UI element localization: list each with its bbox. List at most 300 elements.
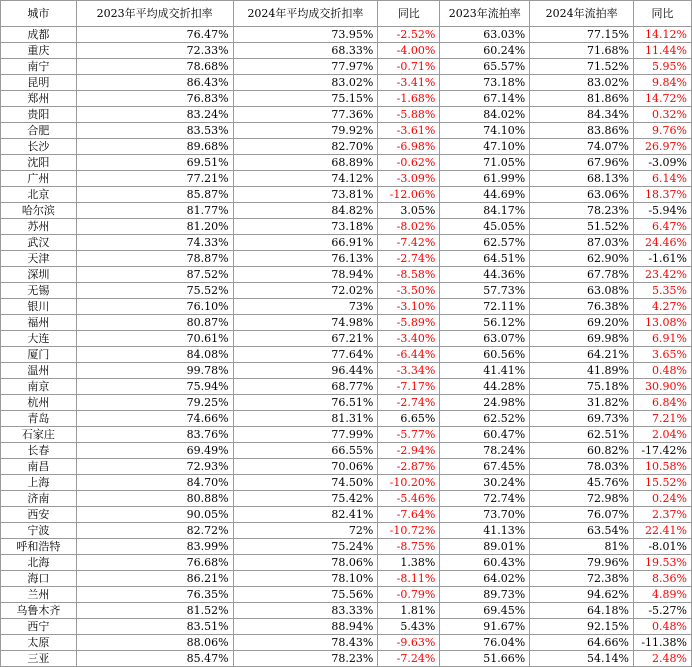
discount-yoy-cell[interactable]: -2.94% <box>378 443 440 459</box>
failure-2023-cell[interactable]: 51.66% <box>440 651 530 667</box>
discount-yoy-cell[interactable]: -10.72% <box>378 523 440 539</box>
failure-2023-cell[interactable]: 73.70% <box>440 507 530 523</box>
failure-2024-cell[interactable]: 64.18% <box>530 603 634 619</box>
discount-2023-cell[interactable]: 86.21% <box>76 571 233 587</box>
failure-yoy-cell[interactable]: 30.90% <box>633 379 691 395</box>
failure-yoy-cell[interactable]: 2.37% <box>633 507 691 523</box>
failure-2023-cell[interactable]: 60.24% <box>440 43 530 59</box>
discount-2024-cell[interactable]: 78.94% <box>233 267 378 283</box>
failure-2024-cell[interactable]: 62.51% <box>530 427 634 443</box>
discount-2023-cell[interactable]: 81.52% <box>76 603 233 619</box>
discount-2023-cell[interactable]: 69.49% <box>76 443 233 459</box>
failure-2023-cell[interactable]: 24.98% <box>440 395 530 411</box>
failure-2024-cell[interactable]: 69.73% <box>530 411 634 427</box>
header-discount-yoy[interactable]: 同比 <box>378 1 440 27</box>
failure-2023-cell[interactable]: 41.13% <box>440 523 530 539</box>
failure-yoy-cell[interactable]: -1.61% <box>633 251 691 267</box>
failure-yoy-cell[interactable]: -5.27% <box>633 603 691 619</box>
city-cell[interactable]: 哈尔滨 <box>1 203 77 219</box>
failure-2023-cell[interactable]: 44.28% <box>440 379 530 395</box>
discount-2024-cell[interactable]: 82.70% <box>233 139 378 155</box>
city-cell[interactable]: 武汉 <box>1 235 77 251</box>
discount-2024-cell[interactable]: 78.43% <box>233 635 378 651</box>
discount-2024-cell[interactable]: 67.21% <box>233 331 378 347</box>
failure-2024-cell[interactable]: 79.96% <box>530 555 634 571</box>
failure-yoy-cell[interactable]: 9.84% <box>633 75 691 91</box>
failure-yoy-cell[interactable]: -3.09% <box>633 155 691 171</box>
discount-2024-cell[interactable]: 77.64% <box>233 347 378 363</box>
discount-2023-cell[interactable]: 82.72% <box>76 523 233 539</box>
failure-yoy-cell[interactable]: 14.12% <box>633 27 691 43</box>
discount-2024-cell[interactable]: 76.13% <box>233 251 378 267</box>
failure-2024-cell[interactable]: 69.98% <box>530 331 634 347</box>
discount-yoy-cell[interactable]: -7.42% <box>378 235 440 251</box>
failure-yoy-cell[interactable]: 3.65% <box>633 347 691 363</box>
city-cell[interactable]: 广州 <box>1 171 77 187</box>
failure-yoy-cell[interactable]: 5.35% <box>633 283 691 299</box>
discount-2024-cell[interactable]: 66.91% <box>233 235 378 251</box>
discount-yoy-cell[interactable]: -3.34% <box>378 363 440 379</box>
city-cell[interactable]: 福州 <box>1 315 77 331</box>
failure-2023-cell[interactable]: 78.24% <box>440 443 530 459</box>
city-cell[interactable]: 青岛 <box>1 411 77 427</box>
failure-yoy-cell[interactable]: 0.48% <box>633 619 691 635</box>
failure-yoy-cell[interactable]: 4.89% <box>633 587 691 603</box>
discount-yoy-cell[interactable]: -6.44% <box>378 347 440 363</box>
failure-2024-cell[interactable]: 94.62% <box>530 587 634 603</box>
failure-2024-cell[interactable]: 64.21% <box>530 347 634 363</box>
city-cell[interactable]: 西安 <box>1 507 77 523</box>
discount-2023-cell[interactable]: 99.78% <box>76 363 233 379</box>
failure-yoy-cell[interactable]: -8.01% <box>633 539 691 555</box>
failure-2024-cell[interactable]: 63.08% <box>530 283 634 299</box>
failure-yoy-cell[interactable]: 2.04% <box>633 427 691 443</box>
city-cell[interactable]: 大连 <box>1 331 77 347</box>
city-cell[interactable]: 海口 <box>1 571 77 587</box>
failure-yoy-cell[interactable]: 19.53% <box>633 555 691 571</box>
failure-2024-cell[interactable]: 78.23% <box>530 203 634 219</box>
city-cell[interactable]: 郑州 <box>1 91 77 107</box>
city-cell[interactable]: 贵阳 <box>1 107 77 123</box>
discount-2024-cell[interactable]: 75.42% <box>233 491 378 507</box>
table-row <box>1 379 692 395</box>
failure-yoy-cell[interactable]: 24.46% <box>633 235 691 251</box>
failure-2023-cell[interactable]: 61.99% <box>440 171 530 187</box>
table-row <box>1 491 692 507</box>
failure-2023-cell[interactable]: 60.47% <box>440 427 530 443</box>
header-failure-yoy[interactable]: 同比 <box>633 1 691 27</box>
city-cell[interactable]: 重庆 <box>1 43 77 59</box>
failure-2023-cell[interactable]: 84.17% <box>440 203 530 219</box>
failure-2024-cell[interactable]: 54.14% <box>530 651 634 667</box>
failure-2024-cell[interactable]: 67.78% <box>530 267 634 283</box>
discount-yoy-cell[interactable]: -8.58% <box>378 267 440 283</box>
failure-yoy-cell[interactable]: 0.32% <box>633 107 691 123</box>
failure-yoy-cell[interactable]: 0.48% <box>633 363 691 379</box>
discount-2024-cell[interactable]: 79.92% <box>233 123 378 139</box>
city-cell[interactable]: 天津 <box>1 251 77 267</box>
failure-yoy-cell[interactable]: 26.97% <box>633 139 691 155</box>
city-cell[interactable]: 厦门 <box>1 347 77 363</box>
discount-2024-cell[interactable]: 84.82% <box>233 203 378 219</box>
failure-yoy-cell[interactable]: 6.91% <box>633 331 691 347</box>
city-cell[interactable]: 沈阳 <box>1 155 77 171</box>
city-cell[interactable]: 南宁 <box>1 59 77 75</box>
header-discount-2024[interactable]: 2024年平均成交折扣率 <box>233 1 378 27</box>
discount-2023-cell[interactable]: 76.47% <box>76 27 233 43</box>
failure-2023-cell[interactable]: 60.56% <box>440 347 530 363</box>
discount-2024-cell[interactable]: 75.15% <box>233 91 378 107</box>
failure-2023-cell[interactable]: 30.24% <box>440 475 530 491</box>
failure-2024-cell[interactable]: 41.89% <box>530 363 634 379</box>
discount-2023-cell[interactable]: 76.83% <box>76 91 233 107</box>
discount-yoy-cell[interactable]: -7.17% <box>378 379 440 395</box>
discount-2023-cell[interactable]: 87.52% <box>76 267 233 283</box>
discount-2024-cell[interactable]: 77.99% <box>233 427 378 443</box>
failure-2023-cell[interactable]: 84.02% <box>440 107 530 123</box>
failure-yoy-cell[interactable]: 2.48% <box>633 651 691 667</box>
city-cell[interactable]: 济南 <box>1 491 77 507</box>
discount-2024-cell[interactable]: 72.02% <box>233 283 378 299</box>
failure-2023-cell[interactable]: 60.43% <box>440 555 530 571</box>
failure-2024-cell[interactable]: 83.86% <box>530 123 634 139</box>
city-cell[interactable]: 上海 <box>1 475 77 491</box>
discount-2024-cell[interactable]: 72% <box>233 523 378 539</box>
failure-yoy-cell[interactable]: 15.52% <box>633 475 691 491</box>
failure-2024-cell[interactable]: 76.38% <box>530 299 634 315</box>
discount-2023-cell[interactable]: 83.53% <box>76 123 233 139</box>
failure-yoy-cell[interactable]: 9.76% <box>633 123 691 139</box>
failure-2024-cell[interactable]: 77.15% <box>530 27 634 43</box>
city-cell[interactable]: 北海 <box>1 555 77 571</box>
discount-yoy-cell[interactable]: -8.11% <box>378 571 440 587</box>
failure-2024-cell[interactable]: 68.13% <box>530 171 634 187</box>
failure-2024-cell[interactable]: 51.52% <box>530 219 634 235</box>
discount-yoy-cell[interactable]: -8.02% <box>378 219 440 235</box>
failure-2024-cell[interactable]: 71.52% <box>530 59 634 75</box>
discount-yoy-cell[interactable]: 5.43% <box>378 619 440 635</box>
table-row <box>1 155 692 171</box>
discount-2023-cell[interactable]: 78.87% <box>76 251 233 267</box>
city-cell[interactable]: 杭州 <box>1 395 77 411</box>
discount-2024-cell[interactable]: 74.50% <box>233 475 378 491</box>
failure-2023-cell[interactable]: 44.69% <box>440 187 530 203</box>
failure-2024-cell[interactable]: 75.18% <box>530 379 634 395</box>
discount-2024-cell[interactable]: 70.06% <box>233 459 378 475</box>
discount-yoy-cell[interactable]: -3.40% <box>378 331 440 347</box>
discount-yoy-cell[interactable]: -2.52% <box>378 27 440 43</box>
discount-2023-cell[interactable]: 76.35% <box>76 587 233 603</box>
discount-yoy-cell[interactable]: -3.61% <box>378 123 440 139</box>
discount-2024-cell[interactable]: 82.41% <box>233 507 378 523</box>
city-cell[interactable]: 苏州 <box>1 219 77 235</box>
discount-2023-cell[interactable]: 76.68% <box>76 555 233 571</box>
discount-2023-cell[interactable]: 72.33% <box>76 43 233 59</box>
failure-2024-cell[interactable]: 69.20% <box>530 315 634 331</box>
failure-2023-cell[interactable]: 89.73% <box>440 587 530 603</box>
discount-2023-cell[interactable]: 83.51% <box>76 619 233 635</box>
discount-2024-cell[interactable]: 75.24% <box>233 539 378 555</box>
discount-2024-cell[interactable]: 77.36% <box>233 107 378 123</box>
failure-yoy-cell[interactable]: 6.84% <box>633 395 691 411</box>
header-row <box>1 1 692 27</box>
discount-yoy-cell[interactable]: -8.75% <box>378 539 440 555</box>
discount-2024-cell[interactable]: 74.98% <box>233 315 378 331</box>
discount-yoy-cell[interactable]: -4.00% <box>378 43 440 59</box>
discount-2023-cell[interactable]: 89.68% <box>76 139 233 155</box>
discount-2023-cell[interactable]: 81.20% <box>76 219 233 235</box>
discount-yoy-cell[interactable]: -5.77% <box>378 427 440 443</box>
failure-2024-cell[interactable]: 81.86% <box>530 91 634 107</box>
table-row <box>1 219 692 235</box>
discount-2023-cell[interactable]: 83.99% <box>76 539 233 555</box>
failure-2023-cell[interactable]: 56.12% <box>440 315 530 331</box>
failure-2024-cell[interactable]: 45.76% <box>530 475 634 491</box>
failure-2024-cell[interactable]: 83.02% <box>530 75 634 91</box>
failure-yoy-cell[interactable]: 4.27% <box>633 299 691 315</box>
failure-yoy-cell[interactable]: -5.94% <box>633 203 691 219</box>
failure-2023-cell[interactable]: 44.36% <box>440 267 530 283</box>
discount-2023-cell[interactable]: 83.24% <box>76 107 233 123</box>
discount-2023-cell[interactable]: 70.61% <box>76 331 233 347</box>
failure-yoy-cell[interactable]: 11.44% <box>633 43 691 59</box>
discount-2023-cell[interactable]: 81.77% <box>76 203 233 219</box>
failure-2024-cell[interactable]: 64.66% <box>530 635 634 651</box>
discount-2024-cell[interactable]: 73% <box>233 299 378 315</box>
discount-yoy-cell[interactable]: -0.62% <box>378 155 440 171</box>
failure-2024-cell[interactable]: 72.98% <box>530 491 634 507</box>
city-cell[interactable]: 呼和浩特 <box>1 539 77 555</box>
discount-2023-cell[interactable]: 88.06% <box>76 635 233 651</box>
discount-2024-cell[interactable]: 76.51% <box>233 395 378 411</box>
discount-2024-cell[interactable]: 96.44% <box>233 363 378 379</box>
failure-yoy-cell[interactable]: 6.14% <box>633 171 691 187</box>
city-cell[interactable]: 南京 <box>1 379 77 395</box>
failure-2023-cell[interactable]: 64.51% <box>440 251 530 267</box>
table-row <box>1 299 692 315</box>
discount-2023-cell[interactable]: 79.25% <box>76 395 233 411</box>
table-row <box>1 443 692 459</box>
discount-2023-cell[interactable]: 83.76% <box>76 427 233 443</box>
discount-yoy-cell[interactable]: 6.65% <box>378 411 440 427</box>
failure-2024-cell[interactable]: 67.96% <box>530 155 634 171</box>
failure-yoy-cell[interactable]: 18.37% <box>633 187 691 203</box>
discount-yoy-cell[interactable]: -3.09% <box>378 171 440 187</box>
city-cell[interactable]: 南昌 <box>1 459 77 475</box>
failure-yoy-cell[interactable]: -17.42% <box>633 443 691 459</box>
table-row <box>1 267 692 283</box>
failure-2024-cell[interactable]: 87.03% <box>530 235 634 251</box>
failure-2023-cell[interactable]: 63.07% <box>440 331 530 347</box>
failure-2024-cell[interactable]: 74.07% <box>530 139 634 155</box>
discount-yoy-cell[interactable]: -3.41% <box>378 75 440 91</box>
failure-yoy-cell[interactable]: 7.21% <box>633 411 691 427</box>
discount-yoy-cell[interactable]: -6.98% <box>378 139 440 155</box>
discount-yoy-cell[interactable]: -2.87% <box>378 459 440 475</box>
discount-2023-cell[interactable]: 80.88% <box>76 491 233 507</box>
discount-2024-cell[interactable]: 77.97% <box>233 59 378 75</box>
discount-yoy-cell[interactable]: -7.64% <box>378 507 440 523</box>
table-row <box>1 635 692 651</box>
failure-yoy-cell[interactable]: 10.58% <box>633 459 691 475</box>
table-row <box>1 251 692 267</box>
failure-yoy-cell[interactable]: 6.47% <box>633 219 691 235</box>
header-failure-2024[interactable]: 2024年流拍率 <box>530 1 634 27</box>
discount-2023-cell[interactable]: 76.10% <box>76 299 233 315</box>
failure-yoy-cell[interactable]: 13.08% <box>633 315 691 331</box>
discount-2024-cell[interactable]: 83.02% <box>233 75 378 91</box>
discount-2023-cell[interactable]: 74.66% <box>76 411 233 427</box>
discount-yoy-cell[interactable]: -0.79% <box>378 587 440 603</box>
failure-2023-cell[interactable]: 47.10% <box>440 139 530 155</box>
city-cell[interactable]: 兰州 <box>1 587 77 603</box>
city-cell[interactable]: 长春 <box>1 443 77 459</box>
failure-yoy-cell[interactable]: 23.42% <box>633 267 691 283</box>
failure-2023-cell[interactable]: 73.18% <box>440 75 530 91</box>
discount-yoy-cell[interactable]: -3.10% <box>378 299 440 315</box>
discount-2023-cell[interactable]: 80.87% <box>76 315 233 331</box>
city-cell[interactable]: 温州 <box>1 363 77 379</box>
discount-2024-cell[interactable]: 66.55% <box>233 443 378 459</box>
discount-2023-cell[interactable]: 77.21% <box>76 171 233 187</box>
discount-yoy-cell[interactable]: -2.74% <box>378 251 440 267</box>
discount-yoy-cell[interactable]: 1.38% <box>378 555 440 571</box>
header-failure-2023[interactable]: 2023年流拍率 <box>440 1 530 27</box>
failure-yoy-cell[interactable]: 14.72% <box>633 91 691 107</box>
failure-2024-cell[interactable]: 71.68% <box>530 43 634 59</box>
discount-yoy-cell[interactable]: -2.74% <box>378 395 440 411</box>
discount-2024-cell[interactable]: 73.95% <box>233 27 378 43</box>
discount-yoy-cell[interactable]: -10.20% <box>378 475 440 491</box>
header-discount-2023[interactable]: 2023年平均成交折扣率 <box>76 1 233 27</box>
failure-2023-cell[interactable]: 64.02% <box>440 571 530 587</box>
table-row <box>1 235 692 251</box>
failure-2023-cell[interactable]: 74.10% <box>440 123 530 139</box>
failure-2023-cell[interactable]: 62.57% <box>440 235 530 251</box>
discount-2023-cell[interactable]: 85.47% <box>76 651 233 667</box>
header-city[interactable]: 城市 <box>1 1 77 27</box>
discount-2023-cell[interactable]: 75.52% <box>76 283 233 299</box>
discount-2024-cell[interactable]: 68.89% <box>233 155 378 171</box>
city-cell[interactable]: 石家庄 <box>1 427 77 443</box>
discount-2023-cell[interactable]: 69.51% <box>76 155 233 171</box>
failure-2023-cell[interactable]: 69.45% <box>440 603 530 619</box>
city-cell[interactable]: 成都 <box>1 27 77 43</box>
discount-yoy-cell[interactable]: -0.71% <box>378 59 440 75</box>
failure-2023-cell[interactable]: 89.01% <box>440 539 530 555</box>
city-cell[interactable]: 西宁 <box>1 619 77 635</box>
discount-yoy-cell[interactable]: -1.68% <box>378 91 440 107</box>
failure-yoy-cell[interactable]: 8.36% <box>633 571 691 587</box>
city-cell[interactable]: 乌鲁木齐 <box>1 603 77 619</box>
failure-2024-cell[interactable]: 76.07% <box>530 507 634 523</box>
failure-2023-cell[interactable]: 45.05% <box>440 219 530 235</box>
discount-2023-cell[interactable]: 78.68% <box>76 59 233 75</box>
failure-2023-cell[interactable]: 62.52% <box>440 411 530 427</box>
discount-yoy-cell[interactable]: -5.46% <box>378 491 440 507</box>
city-cell[interactable]: 北京 <box>1 187 77 203</box>
city-cell[interactable]: 无锡 <box>1 283 77 299</box>
failure-2023-cell[interactable]: 71.05% <box>440 155 530 171</box>
discount-yoy-cell[interactable]: -9.63% <box>378 635 440 651</box>
discount-2023-cell[interactable]: 84.70% <box>76 475 233 491</box>
failure-2023-cell[interactable]: 41.41% <box>440 363 530 379</box>
discount-2023-cell[interactable]: 84.08% <box>76 347 233 363</box>
discount-yoy-cell[interactable]: -3.50% <box>378 283 440 299</box>
discount-2024-cell[interactable]: 81.31% <box>233 411 378 427</box>
city-cell[interactable]: 昆明 <box>1 75 77 91</box>
failure-2024-cell[interactable]: 62.90% <box>530 251 634 267</box>
discount-2023-cell[interactable]: 72.93% <box>76 459 233 475</box>
failure-yoy-cell[interactable]: 5.95% <box>633 59 691 75</box>
failure-2024-cell[interactable]: 78.03% <box>530 459 634 475</box>
city-cell[interactable]: 宁波 <box>1 523 77 539</box>
city-cell[interactable]: 三亚 <box>1 651 77 667</box>
failure-2024-cell[interactable]: 84.34% <box>530 107 634 123</box>
discount-2024-cell[interactable]: 73.81% <box>233 187 378 203</box>
discount-2023-cell[interactable]: 85.87% <box>76 187 233 203</box>
failure-2023-cell[interactable]: 72.74% <box>440 491 530 507</box>
failure-2023-cell[interactable]: 63.03% <box>440 27 530 43</box>
failure-2023-cell[interactable]: 57.73% <box>440 283 530 299</box>
table-row <box>1 459 692 475</box>
discount-2024-cell[interactable]: 78.10% <box>233 571 378 587</box>
discount-yoy-cell[interactable]: 3.05% <box>378 203 440 219</box>
failure-yoy-cell[interactable]: 22.41% <box>633 523 691 539</box>
discount-yoy-cell[interactable]: -5.88% <box>378 107 440 123</box>
discount-2023-cell[interactable]: 74.33% <box>76 235 233 251</box>
discount-2024-cell[interactable]: 78.06% <box>233 555 378 571</box>
discount-yoy-cell[interactable]: -5.89% <box>378 315 440 331</box>
discount-2024-cell[interactable]: 73.18% <box>233 219 378 235</box>
city-cell[interactable]: 太原 <box>1 635 77 651</box>
failure-2024-cell[interactable]: 63.54% <box>530 523 634 539</box>
discount-yoy-cell[interactable]: 1.81% <box>378 603 440 619</box>
failure-2024-cell[interactable]: 72.38% <box>530 571 634 587</box>
discount-2024-cell[interactable]: 88.94% <box>233 619 378 635</box>
discount-yoy-cell[interactable]: -12.06% <box>378 187 440 203</box>
discount-2024-cell[interactable]: 78.23% <box>233 651 378 667</box>
discount-2023-cell[interactable]: 86.43% <box>76 75 233 91</box>
city-cell[interactable]: 深圳 <box>1 267 77 283</box>
failure-2023-cell[interactable]: 65.57% <box>440 59 530 75</box>
city-cell[interactable]: 合肥 <box>1 123 77 139</box>
failure-2023-cell[interactable]: 91.67% <box>440 619 530 635</box>
failure-yoy-cell[interactable]: 0.24% <box>633 491 691 507</box>
discount-2024-cell[interactable]: 68.77% <box>233 379 378 395</box>
failure-2024-cell[interactable]: 81% <box>530 539 634 555</box>
discount-2024-cell[interactable]: 68.33% <box>233 43 378 59</box>
discount-2024-cell[interactable]: 83.33% <box>233 603 378 619</box>
failure-2024-cell[interactable]: 63.06% <box>530 187 634 203</box>
failure-yoy-cell[interactable]: -11.38% <box>633 635 691 651</box>
failure-2023-cell[interactable]: 76.04% <box>440 635 530 651</box>
discount-2023-cell[interactable]: 90.05% <box>76 507 233 523</box>
failure-2024-cell[interactable]: 31.82% <box>530 395 634 411</box>
city-cell[interactable]: 长沙 <box>1 139 77 155</box>
failure-2024-cell[interactable]: 60.82% <box>530 443 634 459</box>
discount-2024-cell[interactable]: 75.56% <box>233 587 378 603</box>
table-row <box>1 523 692 539</box>
discount-yoy-cell[interactable]: -7.24% <box>378 651 440 667</box>
failure-2023-cell[interactable]: 67.14% <box>440 91 530 107</box>
failure-2023-cell[interactable]: 67.45% <box>440 459 530 475</box>
failure-2024-cell[interactable]: 92.15% <box>530 619 634 635</box>
failure-2023-cell[interactable]: 72.11% <box>440 299 530 315</box>
city-cell[interactable]: 银川 <box>1 299 77 315</box>
discount-2023-cell[interactable]: 75.94% <box>76 379 233 395</box>
discount-2024-cell[interactable]: 74.12% <box>233 171 378 187</box>
